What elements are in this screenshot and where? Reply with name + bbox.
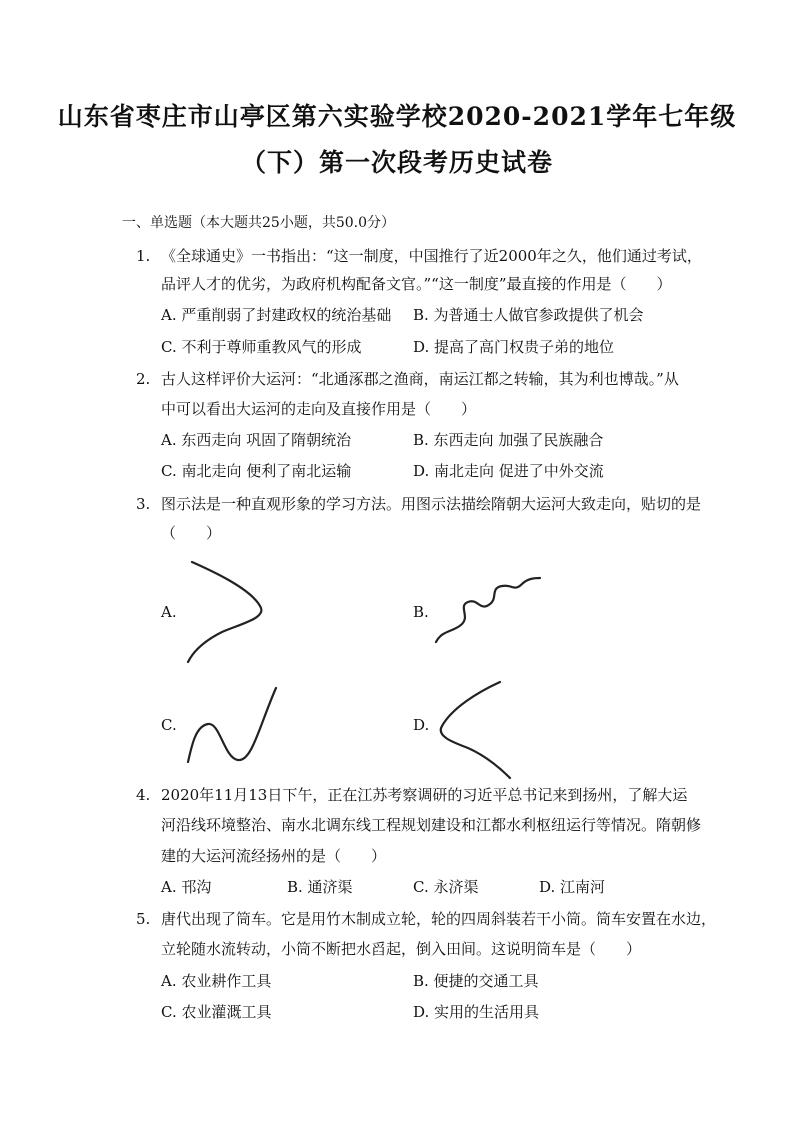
option-c: C. 不利于尊师重教风气的形成 <box>161 338 362 356</box>
question-text: 《全球通史》一书指出：“这一制度，中国推行了近2000年之久，他们通过考试， <box>161 247 702 265</box>
option-d: D. 南北走向 促进了中外交流 <box>413 462 604 480</box>
question-text: 图示法是一种直观形象的学习方法。用图示法描绘隋朝大运河大致走向，贴切的是 <box>161 495 702 513</box>
option-a: A. 邗沟 <box>161 878 212 896</box>
option-c: C. 南北走向 便利了南北运输 <box>161 462 352 480</box>
question-text: 河沿线环境整治、南水北调东线工程规划建设和江都水利枢纽运行等情况。隋朝修 <box>161 816 702 834</box>
option-d: D. 提高了高门权贵子弟的地位 <box>413 338 615 356</box>
question-text: 2020年11月13日下午，正在江苏考察调研的习近平总书记来到扬州，了解大运 <box>161 786 688 804</box>
option-a: A. 东西走向 巩固了隋朝统治 <box>161 431 352 449</box>
option-c: C. 永济渠 <box>413 878 479 896</box>
question-number: 5. <box>136 910 151 928</box>
option-b: B. 通济渠 <box>287 878 353 896</box>
question-text: 古人这样评价大运河：“北通涿郡之渔商，南运江都之转输，其为利也博哉。”从 <box>161 370 679 388</box>
option-a: A. 农业耕作工具 <box>161 972 272 990</box>
option-d: D. 实用的生活用具 <box>413 1003 540 1021</box>
option-b: B. 为普通士人做官参政提供了机会 <box>413 306 644 324</box>
option-c-label: C. <box>161 716 177 734</box>
question-number: 2. <box>136 370 151 388</box>
section-heading: 一、单选题（本大题共25小题，共50.0分） <box>122 215 395 231</box>
option-a-curve-figure <box>180 558 270 668</box>
question-number: 4. <box>136 786 151 804</box>
option-c: C. 农业灌溉工具 <box>161 1003 272 1021</box>
option-d-curve-figure <box>432 678 532 783</box>
question-text: 立轮随水流转动，小筒不断把水舀起，倒入田间。这说明筒车是（ ） <box>161 940 642 958</box>
question-text: 唐代出现了筒车。它是用竹木制成立轮，轮的四周斜装若干小筒。筒车安置在水边， <box>161 910 717 928</box>
option-d-label: D. <box>413 716 430 734</box>
option-b: B. 东西走向 加强了民族融合 <box>413 431 604 449</box>
question-text: （ ） <box>161 524 222 542</box>
question-number: 1. <box>136 247 151 265</box>
option-a-label: A. <box>161 603 177 621</box>
question-number: 3. <box>136 495 151 513</box>
option-b-curve-figure <box>432 572 542 647</box>
question-text: 中可以看出大运河的走向及直接作用是（ ） <box>161 400 477 418</box>
exam-title-line2: （下）第一次段考历史试卷 <box>240 148 553 177</box>
question-text: 建的大运河流经扬州的是（ ） <box>161 847 387 865</box>
option-b: B. 便捷的交通工具 <box>413 972 539 990</box>
option-d: D. 江南河 <box>539 878 606 896</box>
question-text: 品评人才的优劣，为政府机构配备文官。”“这一制度”最直接的作用是（ ） <box>161 275 672 293</box>
exam-title-line1: 山东省枣庄市山亭区第六实验学校2020-2021学年七年级 <box>57 102 737 131</box>
option-c-curve-figure <box>180 684 290 769</box>
option-b-label: B. <box>413 603 429 621</box>
option-a: A. 严重削弱了封建政权的统治基础 <box>161 306 392 324</box>
